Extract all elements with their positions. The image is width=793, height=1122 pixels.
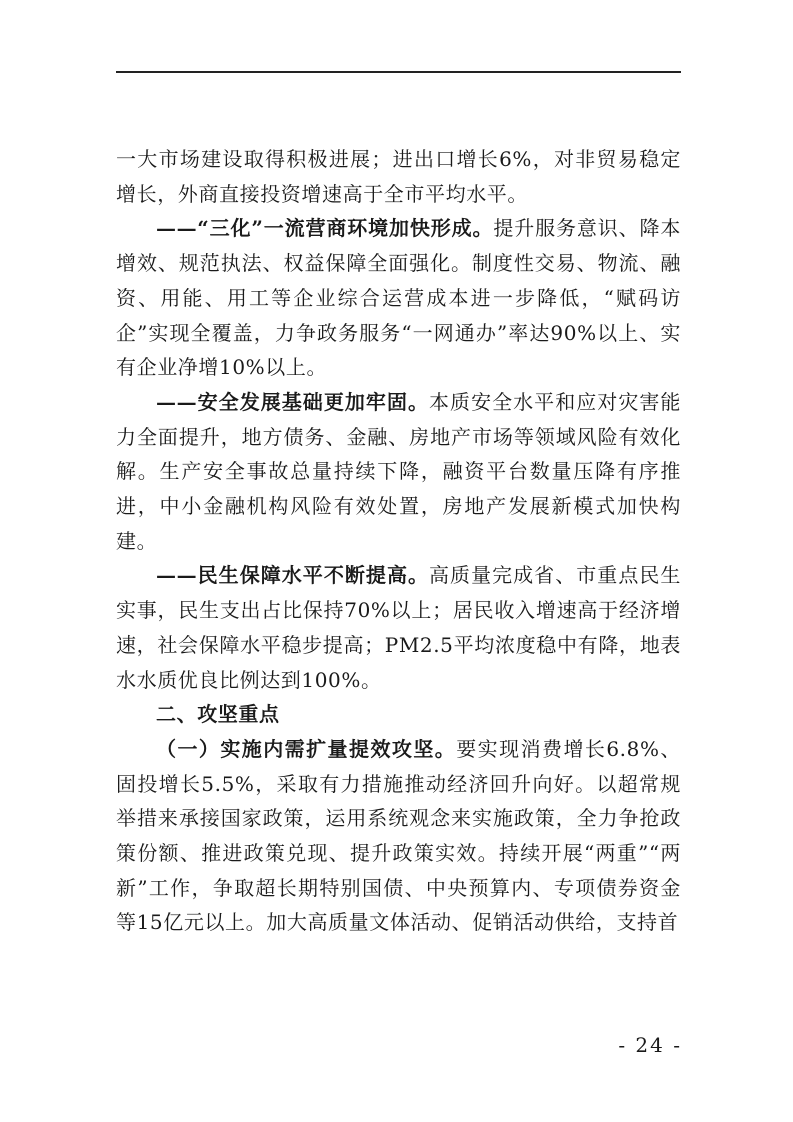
paragraph-continuation [116,142,681,211]
paragraph-text: 一大市场建设取得积极进展；进出口增长6%，对非贸易稳定增长，外商直接投资增速高于全市平均水平。 [116,147,681,206]
paragraph-lead: ——“三化”一流营商环境加快形成。 [156,216,494,241]
paragraph-lead: ——安全发展基础更加牢固。 [156,389,430,414]
paragraph-text: 要实现消费增长6.8%、固投增长5.5%，采取有力措施推动经济回升向好。以超常规举措来承接国家政策，运用系统观念来实施政策，全力争抢政策份额、推进政策兑现、提升政策实效。持续开展“两重”“两新”工作，争取超长期特别国债、中央预算内、专项债券资金等15亿元以上。加大高质量文体活动、促销活动供给，支持首 [116,736,682,935]
paragraph-livelihood [116,558,681,697]
paragraph-text: 高质量完成省、市重点民生实事，民生支出占比保持70%以上；居民收入增速高于经济增速，社会保障水平稳步提高；PM2.5平均浓度稳中有降，地表水水质优良比例达到100%。 [116,563,681,692]
paragraph-business-environment [116,211,681,385]
header-rule [116,71,681,73]
paragraph-text: 提升服务意识、降本增效、规范执法、权益保障全面强化。制度性交易、物流、融资、用能、用工等企业综合运营成本进一步降低，“赋码访企”实现全覆盖，力争政务服务“一网通办”率达90%以上、实有企业净增10%以上。 [116,216,681,380]
body-text [116,142,681,940]
paragraph-domestic-demand [116,732,681,940]
subsection-lead: （一）实施内需扩量提效攻坚。 [156,736,457,761]
paragraph-safety-development [116,385,681,559]
section-heading: 二、攻坚重点 [156,702,280,727]
paragraph-lead: ——民生保障水平不断提高。 [156,563,430,588]
page-number: - 24 - [618,1033,682,1057]
paragraph-text: 本质安全水平和应对灾害能力全面提升，地方债务、金融、房地产市场等领域风险有效化解。生产安全事故总量持续下降，融资平台数量压降有序推进，中小金融机构风险有效处置，房地产发展新模式加快构建。 [116,389,681,553]
